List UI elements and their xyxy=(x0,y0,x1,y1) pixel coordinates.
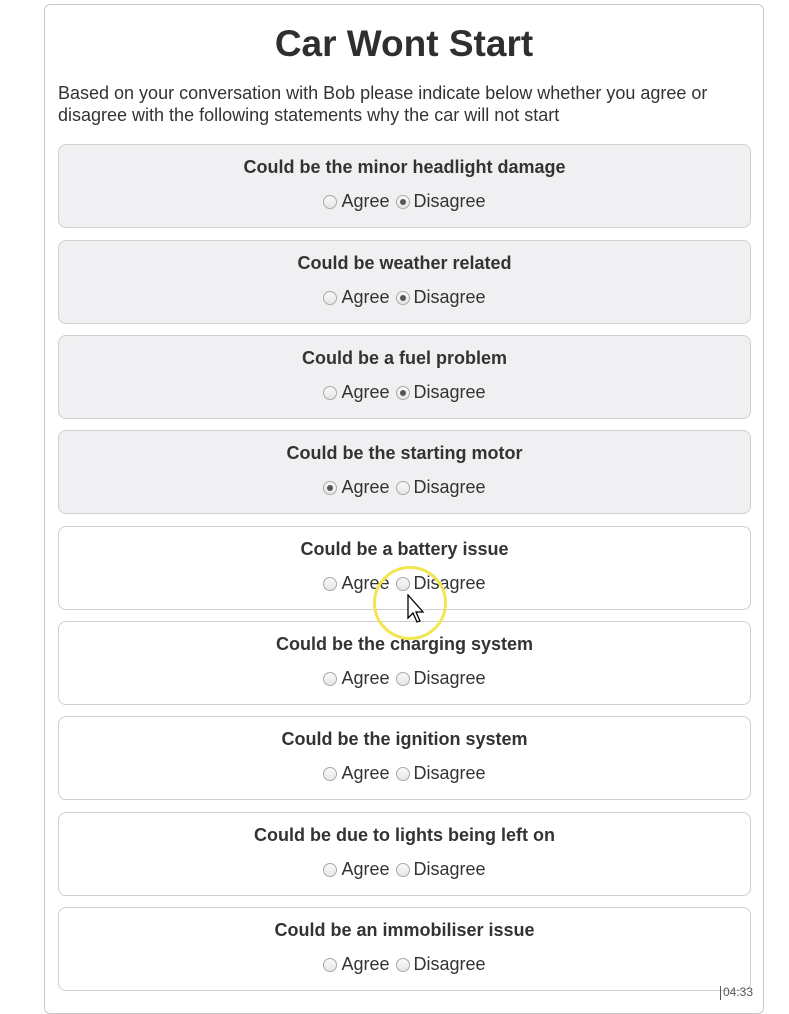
question-text: Could be the minor headlight damage xyxy=(243,157,566,177)
answer-options xyxy=(59,382,750,403)
disagree-label: Disagree xyxy=(413,191,486,211)
agree-option[interactable] xyxy=(323,859,389,880)
question-text: Could be the starting motor xyxy=(286,443,523,463)
agree-label: Agree xyxy=(341,668,390,688)
timestamp: 04:33 xyxy=(720,986,753,1000)
agree-label: Agree xyxy=(341,859,390,879)
agree-label: Agree xyxy=(341,477,390,497)
agree-option[interactable] xyxy=(323,477,389,498)
disagree-radio[interactable] xyxy=(396,481,410,495)
question-item xyxy=(58,430,751,514)
disagree-label: Disagree xyxy=(413,668,486,688)
agree-label: Agree xyxy=(341,287,390,307)
disagree-label: Disagree xyxy=(413,954,486,974)
survey-card xyxy=(44,4,764,1014)
disagree-option[interactable] xyxy=(396,668,486,689)
disagree-option[interactable] xyxy=(396,477,486,498)
question-text: Could be the ignition system xyxy=(281,729,528,749)
answer-options xyxy=(59,859,750,880)
question-item xyxy=(58,812,751,896)
question-item xyxy=(58,335,751,419)
disagree-option[interactable] xyxy=(396,191,486,212)
disagree-radio[interactable] xyxy=(396,291,410,305)
disagree-option[interactable] xyxy=(396,763,486,784)
question-text: Could be the charging system xyxy=(275,634,534,654)
answer-options xyxy=(59,668,750,689)
answer-options xyxy=(59,954,750,975)
disagree-option[interactable] xyxy=(396,382,486,403)
disagree-option[interactable] xyxy=(396,954,486,975)
disagree-radio[interactable] xyxy=(396,195,410,209)
disagree-label: Disagree xyxy=(413,382,486,402)
question-text: Could be a battery issue xyxy=(300,539,509,559)
disagree-radio[interactable] xyxy=(396,386,410,400)
agree-label: Agree xyxy=(341,954,390,974)
question-item xyxy=(58,144,751,228)
page-title: Car Wont Start xyxy=(274,23,534,64)
agree-radio[interactable] xyxy=(323,195,337,209)
agree-radio[interactable] xyxy=(323,863,337,877)
agree-radio[interactable] xyxy=(323,577,337,591)
disagree-radio[interactable] xyxy=(396,863,410,877)
disagree-option[interactable] xyxy=(396,287,486,308)
agree-option[interactable] xyxy=(323,382,389,403)
intro-text: Based on your conversation with Bob please indicate below whether you agree or disagree with the following statements why the car will not start xyxy=(58,83,708,125)
agree-radio[interactable] xyxy=(323,386,337,400)
agree-label: Agree xyxy=(341,763,390,783)
question-item xyxy=(58,240,751,324)
agree-label: Agree xyxy=(341,382,390,402)
agree-label: Agree xyxy=(341,191,390,211)
question-text: Could be an immobiliser issue xyxy=(274,920,535,940)
disagree-option[interactable] xyxy=(396,859,486,880)
agree-radio[interactable] xyxy=(323,481,337,495)
question-text: Could be due to lights being left on xyxy=(254,825,555,845)
disagree-radio[interactable] xyxy=(396,767,410,781)
agree-option[interactable] xyxy=(323,954,389,975)
agree-label: Agree xyxy=(341,573,390,593)
disagree-label: Disagree xyxy=(413,287,486,307)
mouse-pointer-icon xyxy=(407,594,427,624)
question-item xyxy=(58,716,751,800)
disagree-label: Disagree xyxy=(413,763,486,783)
disagree-label: Disagree xyxy=(413,477,486,497)
question-text: Could be weather related xyxy=(297,253,512,273)
agree-option[interactable] xyxy=(323,668,389,689)
agree-option[interactable] xyxy=(323,191,389,212)
agree-radio[interactable] xyxy=(323,958,337,972)
disagree-radio[interactable] xyxy=(396,672,410,686)
answer-options xyxy=(59,191,750,212)
agree-radio[interactable] xyxy=(323,291,337,305)
answer-options xyxy=(59,763,750,784)
agree-radio[interactable] xyxy=(323,672,337,686)
disagree-radio[interactable] xyxy=(396,958,410,972)
question-text: Could be a fuel problem xyxy=(301,348,507,368)
answer-options xyxy=(59,287,750,308)
answer-options xyxy=(59,477,750,498)
question-item xyxy=(58,907,751,991)
agree-option[interactable] xyxy=(323,287,389,308)
disagree-label: Disagree xyxy=(413,859,486,879)
disagree-label: Disagree xyxy=(413,573,486,593)
agree-radio[interactable] xyxy=(323,767,337,781)
agree-option[interactable] xyxy=(323,763,389,784)
